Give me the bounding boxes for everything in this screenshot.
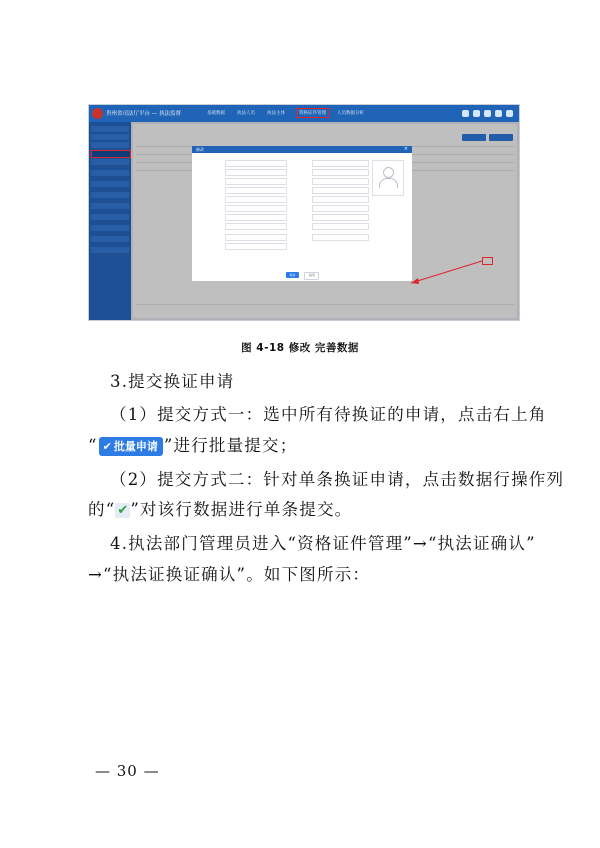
modal-title: 修改: [196, 147, 204, 152]
figure-screenshot: [88, 104, 520, 321]
paragraph-line: [88, 432, 297, 456]
paragraph-line: （2）提交方式二：针对单条换证申请，点击数据行操作列: [110, 470, 565, 489]
paragraph-line: [88, 496, 352, 520]
page-number: — 30 —: [95, 762, 160, 780]
nav-item[interactable]: 执法主体: [267, 111, 285, 116]
close-icon[interactable]: ×: [403, 146, 408, 152]
close-button[interactable]: 关闭: [304, 272, 319, 280]
nav-item[interactable]: 基础数据: [207, 111, 225, 116]
paragraph-text: ”进行批量提交；: [163, 436, 298, 455]
app-title: 贵州省司法厅平台 — 执法监督: [106, 111, 181, 117]
check-icon: ✔: [102, 440, 112, 453]
paragraph-line: →“执法证换证确认”。如下图所示：: [88, 565, 371, 584]
section-heading: 3.提交换证申请: [110, 372, 235, 391]
paragraph-text: 的“: [88, 500, 116, 519]
paragraph-line: 4.执法部门管理员进入“资格证件管理”→“执法证确认”: [110, 534, 536, 553]
paragraph-line: （1）提交方式一：选中所有待换证的申请，点击右上角: [110, 405, 547, 424]
nav-item[interactable]: 人员数据分析: [337, 111, 364, 116]
nav-item[interactable]: 执法人员: [237, 111, 255, 116]
quote-open: “: [88, 436, 98, 455]
nav-item-active[interactable]: 资格证件管理: [296, 108, 329, 118]
save-button[interactable]: 保存: [286, 272, 299, 278]
batch-apply-label: 批量申请: [113, 440, 158, 453]
annotation-arrow: [89, 105, 519, 320]
batch-apply-button-image: [99, 437, 163, 456]
paragraph-text: ”对该行数据进行单条提交。: [130, 500, 353, 519]
figure-caption: 图 4-18 修改 完善数据: [241, 342, 359, 354]
check-icon: ✔: [115, 503, 130, 518]
